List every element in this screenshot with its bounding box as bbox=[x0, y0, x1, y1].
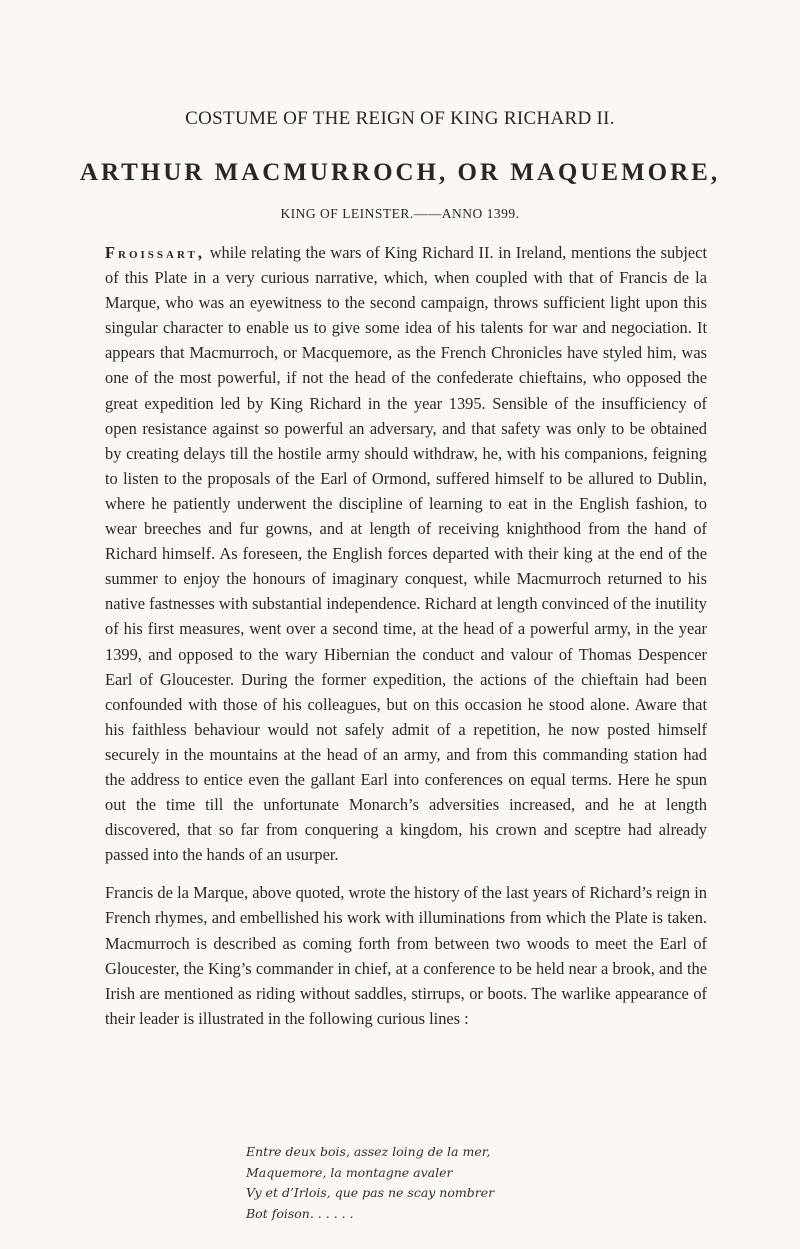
lead-word: Froissart, bbox=[105, 243, 205, 262]
verse-line-3: Vy et d’Irlois, que pas ne scay nombrer bbox=[246, 1185, 495, 1200]
plate-subtitle: KING OF LEINSTER.——ANNO 1399. bbox=[280, 206, 520, 221]
paragraph-2-text: Francis de la Marque, above quoted, wrote the history of the last years of Richard’s reign in French rhymes, and embellished his work with illuminations from which the Plate is taken. Macmurroch is described as coming forth from between two woods to meet the Earl of Gloucester, the King’s commander in chief, at a conference to be held near a brook, and the Irish are mentioned as riding without saddles, stirrups, or boots. The warlike appearance of their leader is illustrated in the following curious lines : bbox=[105, 883, 707, 1028]
body-text bbox=[105, 240, 707, 1031]
verse-line-1: Entre deux bois, assez loing de la mer, bbox=[246, 1144, 491, 1159]
verse-quotation bbox=[246, 1142, 686, 1224]
paragraph-1 bbox=[105, 240, 707, 867]
verse-line-2: Maquemore, la montagne avaler bbox=[246, 1164, 453, 1180]
running-header: COSTUME OF THE REIGN OF KING RICHARD II. bbox=[185, 108, 615, 129]
plate-title: ARTHUR MACMURROCH, OR MAQUEMORE, bbox=[79, 159, 721, 186]
paragraph-1-text: while relating the wars of King Richard II. in Ireland, mentions the subject of this Plate in a very curious narrative, which, when coupled with that of Francis de la Marque, who was an eyewitness to the second campaign, throws sufficient light upon this singular character to enable us to give some idea of his talents for war and negociation. It appears that Macmurroch, or Macquemore, as the French Chronicles have styled him, was one of the most powerful, if not the head of the confederate chieftains, who opposed the great expedition led by King Richard in the year 1395. Sensible of the insufficiency of open resistance against so powerful an adversary, and that safety was only to be obtained by creating delays till the hostile army should withdraw, he, with his companions, feigning to listen to the proposals of the Earl of Ormond, suffered himself to be allured to Dublin, where he patiently underwent the discipline of learning to eat in the English fashion, to wear breeches and fur gowns, and at length of receiving knighthood from the hand of Richard himself. As foreseen, the English forces departed with their king at the end of the summer to enjoy the honours of imaginary conquest, while Macmurroch returned to his native fastnesses with substantial independence. Richard at length convinced of the inutility of his first measures, went over a second time, at the head of a powerful army, in the year 1399, and opposed to the wary Hibernian the conduct and valour of Thomas Despencer Earl of Gloucester. During the former expedition, the actions of the chieftain had been confounded with those of his colleagues, but on this occasion he stood alone. Aware that his faithless behaviour would not safely admit of a repetition, he now posted himself securely in the mountains at the head of an army, and from this commanding station had the address to entice even the gallant Earl into conferences on equal terms. Here he spun out the time till the unfortunate Monarch’s adversities increased, and he at length discovered, that so far from conquering a kingdom, his crown and sceptre had already passed into the hands of an usurper. bbox=[105, 243, 707, 865]
paragraph-2 bbox=[105, 880, 707, 1031]
verse-line-4: Bot foison. . . . . . bbox=[246, 1205, 354, 1221]
